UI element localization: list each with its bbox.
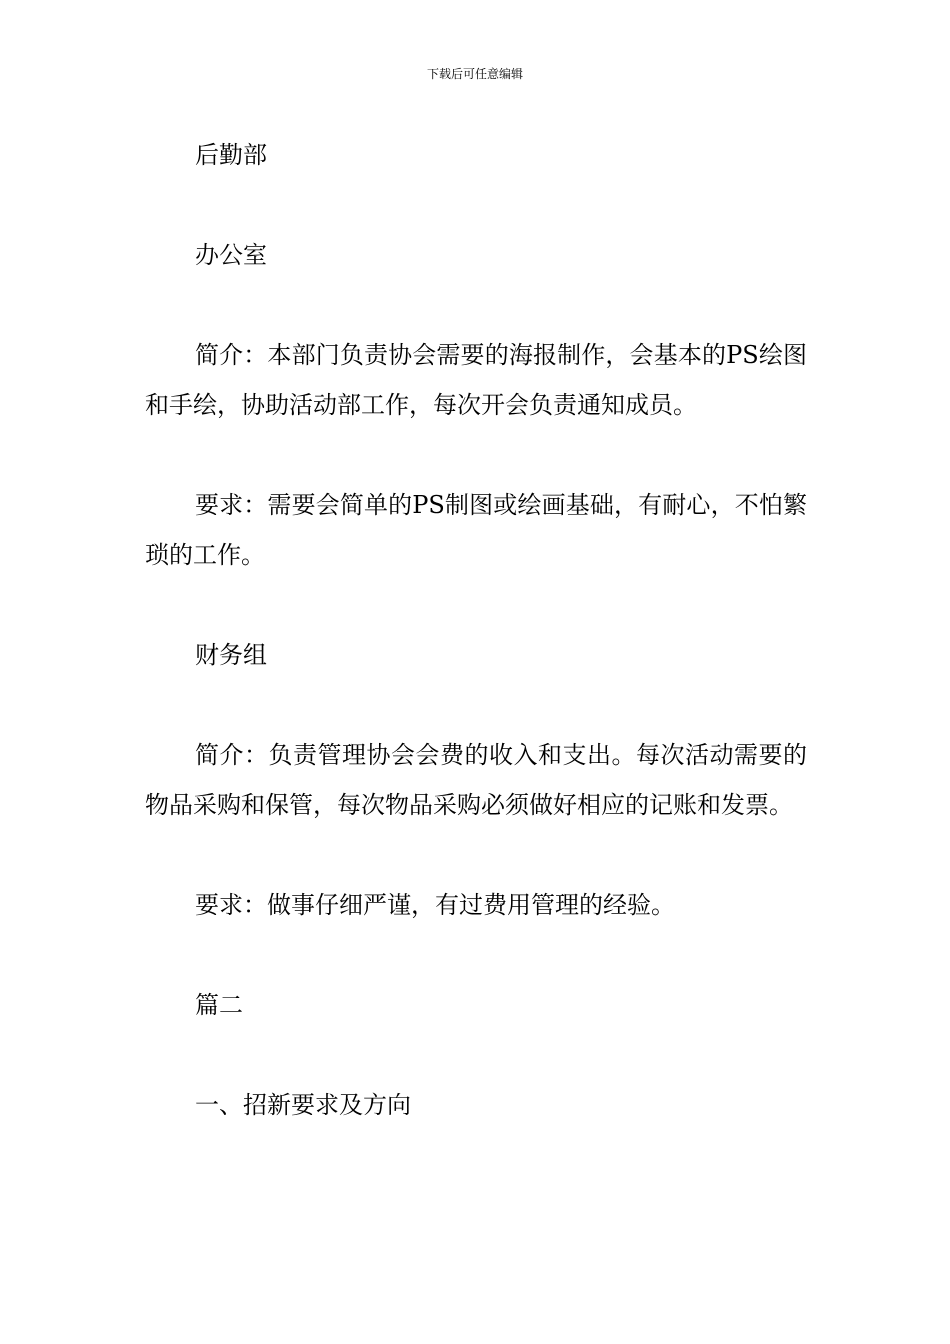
spacer — [145, 580, 807, 630]
spacer — [145, 280, 807, 330]
section-heading-finance: 财务组 — [195, 641, 267, 669]
finance-intro: 简介：负责管理协会会费的收入和支出。每次活动需要的物品采购和保管，每次物品采购必须做好相应的记账和发票。 — [145, 741, 807, 819]
finance-requirement: 要求：做事仔细严谨，有过费用管理的经验。 — [195, 891, 675, 919]
spacer — [145, 430, 807, 480]
chapter-heading: 篇二 — [195, 991, 243, 1019]
spacer — [145, 1030, 807, 1080]
section-heading-logistics: 后勤部 — [195, 141, 267, 169]
office-requirement: 要求：需要会简单的PS制图或绘画基础，有耐心，不怕繁琐的工作。 — [145, 491, 807, 569]
subsection-heading: 一、招新要求及方向 — [195, 1091, 411, 1119]
spacer — [145, 680, 807, 730]
document-body — [145, 130, 807, 1130]
spacer — [145, 930, 807, 980]
office-intro: 简介：本部门负责协会需要的海报制作，会基本的PS绘图和手绘，协助活动部工作，每次开会负责通知成员。 — [145, 341, 807, 419]
section-heading-office: 办公室 — [195, 241, 267, 269]
page-header: 下载后可任意编辑 — [426, 67, 523, 81]
spacer — [145, 180, 807, 230]
spacer — [145, 830, 807, 880]
